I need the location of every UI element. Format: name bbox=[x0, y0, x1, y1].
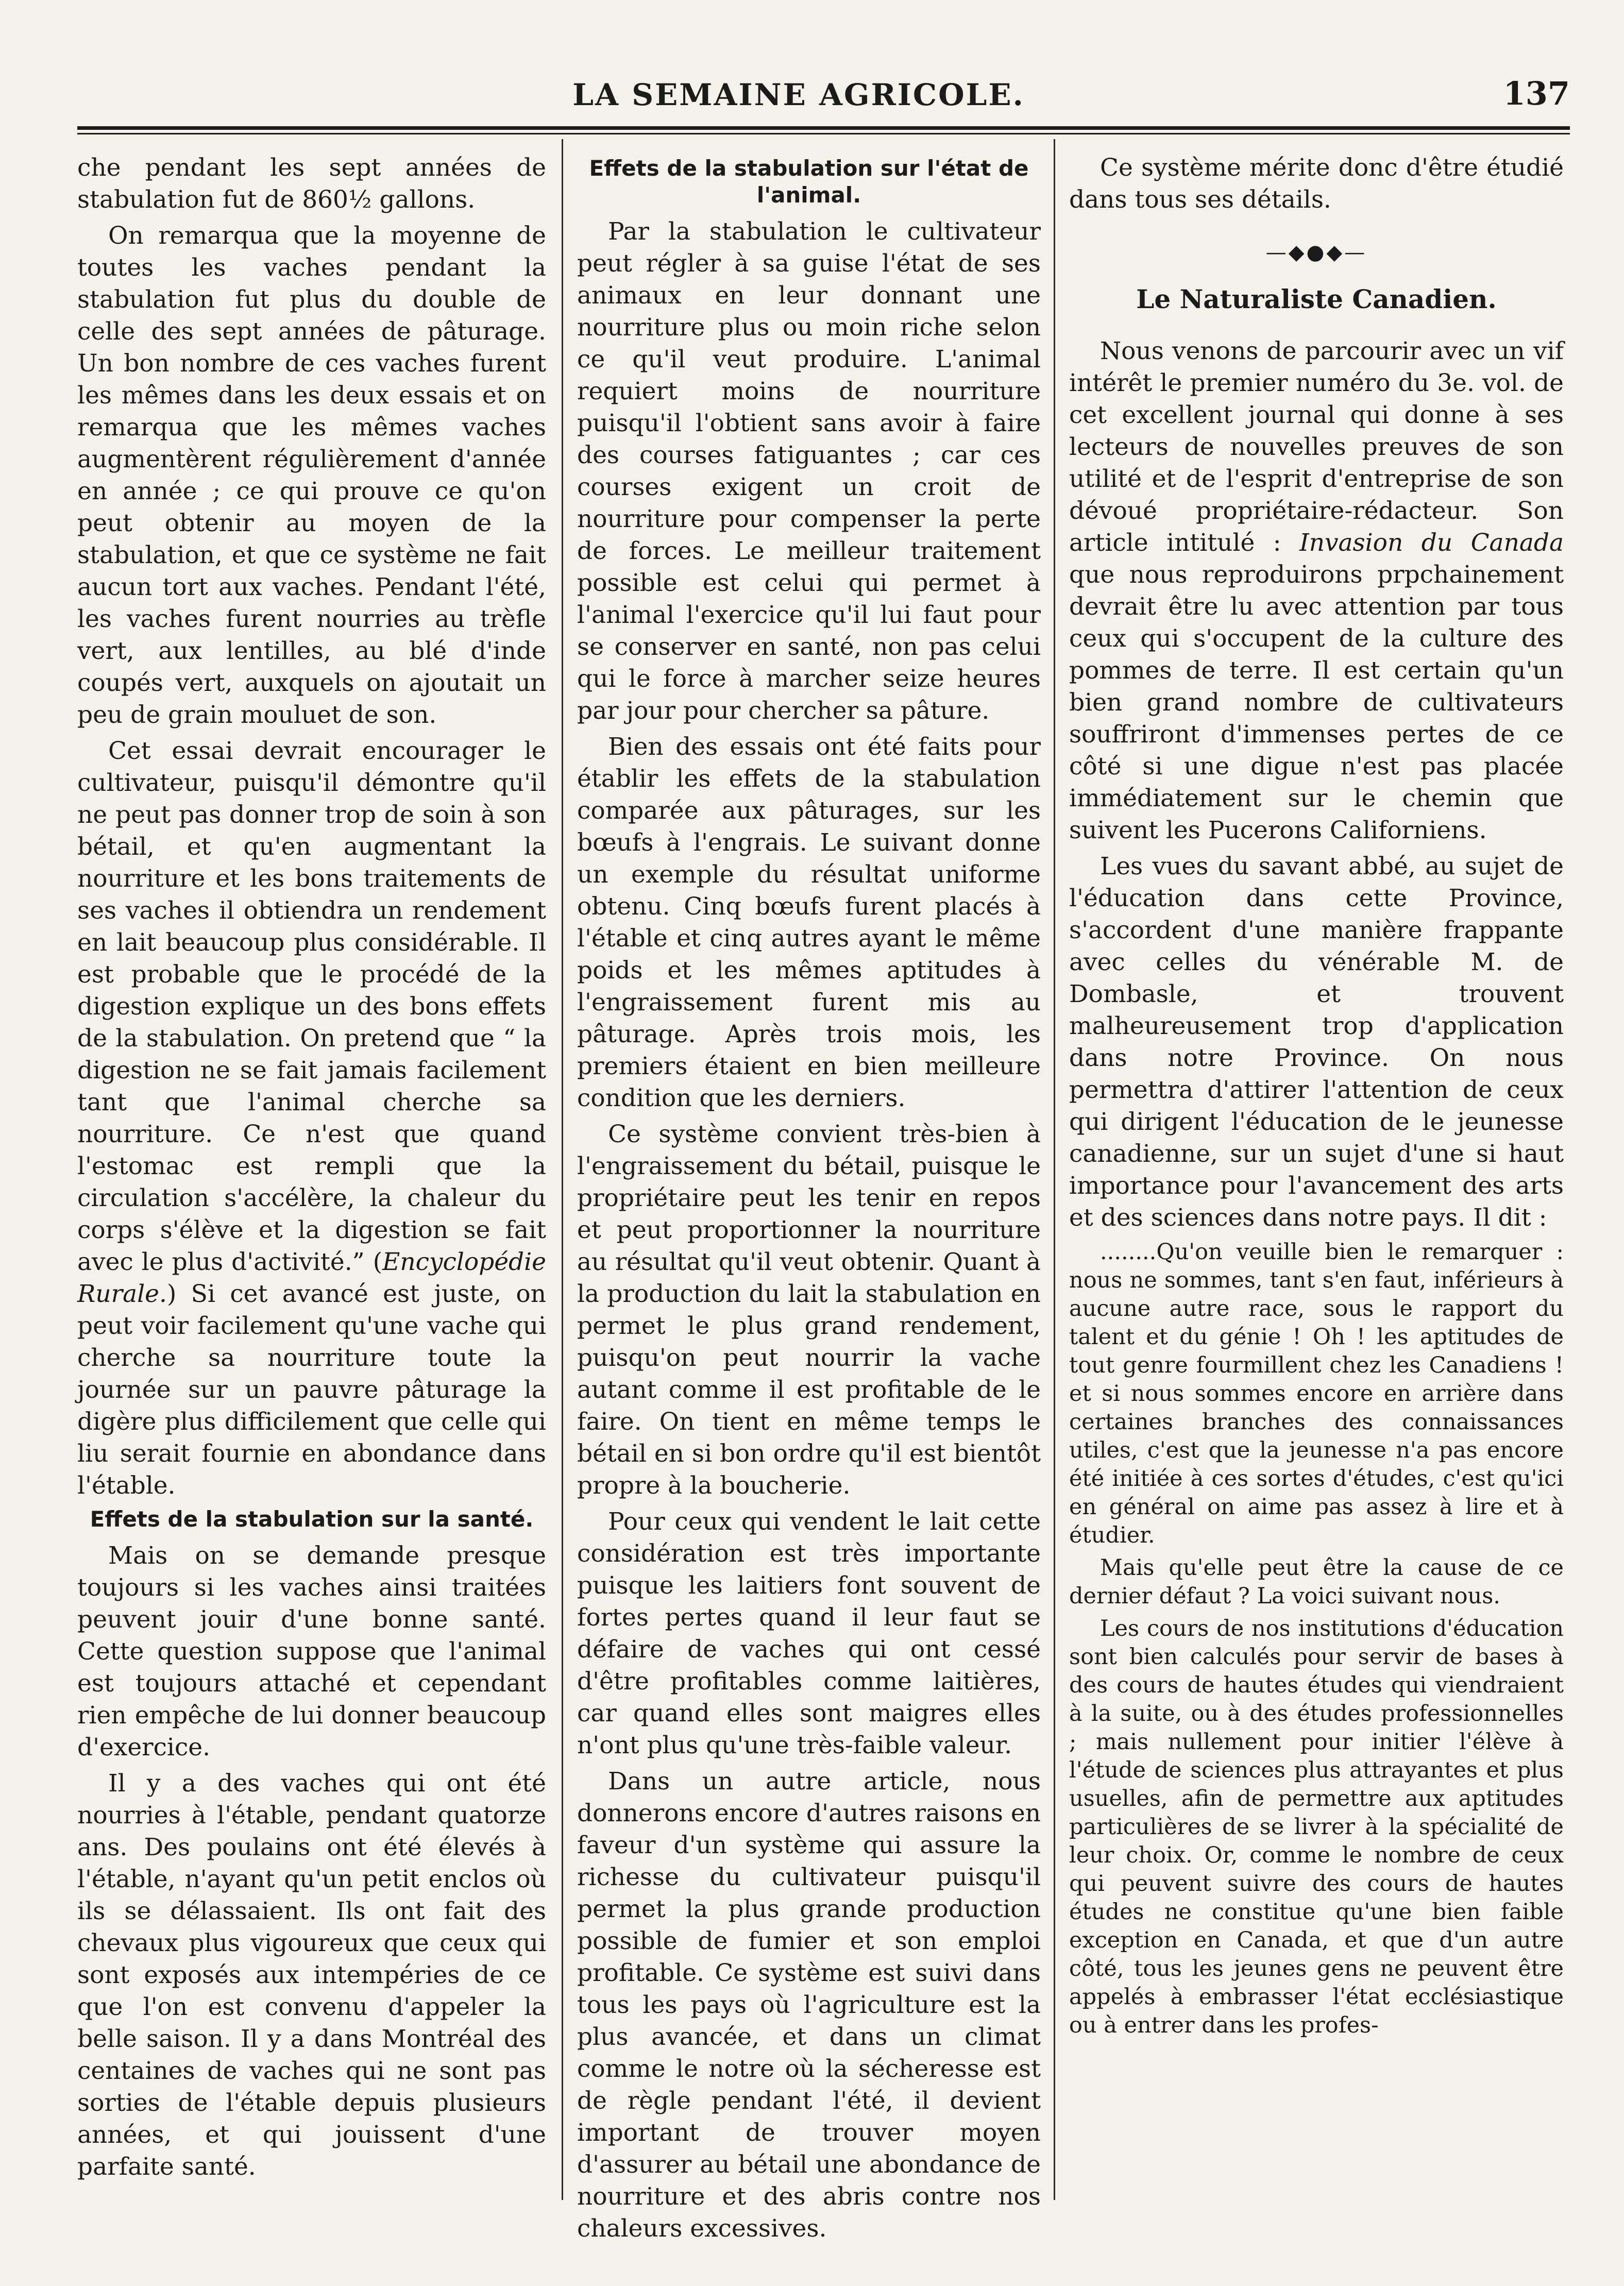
paragraph: Pour ceux qui vendent le lait cette considération est très importante puisque les laitiers font souvent de fortes pertes quand il leur faut se défaire de vaches qui ont cessé d'être profitables comme laitières, car quand elles sont maigres elles n'ont plus qu'une très-faible valeur. bbox=[577, 1508, 1041, 1759]
paragraph: Cet essai devrait encourager le cultivateur, puisqu'il démontre qu'il ne peut pas donner trop de soin à son bétail, et qu'en augmentant la nourriture et les bons traitements de ses vaches il obtiendra un rendement en lait beaucoup plus considérable. Il est probable que le procédé de la digestion explique un des bons effets de la stabulation. On pretend que “ la digestion ne se fait jamais facilement tant que l'animal cherche sa nourriture. Ce n'est que quand l'estomac est rempli que la circulation s'accélère, la chaleur du corps s'élève et la digestion se fait avec le plus d'activité.” (Encyclopédie Rurale.) Si cet avancé est juste, on peut voir facilement qu'une vache qui cherche sa nourriture toute la journée sur un pauvre pâturage la digère plus difficilement que celle qui liu serait fournie en abondance dans l'étable. bbox=[77, 737, 546, 1500]
column-3 bbox=[1069, 152, 1564, 2044]
quoted-paragraph: Les cours de nos institutions d'éducation sont bien calculés pour servir de bases à des cours de hautes études qui viendraient à la suite, ou à des études professionnelles ; mais nullement pour initier l'élève à l'étude de sciences plus attrayantes et plus usuelles, afin de permettre aux aptitudes particulières de se livrer à la spécialité de leur choix. Or, comme le nombre de ceux qui peuvent suivre des cours de hautes études ne constitue qu'une bien faible exception en Canada, et que d'un autre côté, tous les jeunes gens ne peuvent être appelés à embrasser l'état ecclésiastique ou à entrer dans les profes- bbox=[1069, 1616, 1564, 2038]
paragraph: On remarqua que la moyenne de toutes les vaches pendant la stabulation fut plus du double de celle des sept années de pâturage. Un bon nombre de ces vaches furent les mêmes dans les deux essais et on remarqua que les mêmes vaches augmentèrent régulièrement d'année en année ; ce qui prouve ce qu'on peut obtenir au moyen de la stabulation, et que ce système ne fait aucun tort aux vaches. Pendant l'été, les vaches furent nourries au trèfle vert, aux lentilles, au blé d'inde coupés vert, auxquels on ajoutait un peu de grain mouluet de son. bbox=[77, 222, 546, 729]
quoted-paragraph: Mais qu'elle peut être la cause de ce dernier défaut ? La voici suivant nous. bbox=[1069, 1555, 1564, 1609]
header-rule-thin bbox=[77, 133, 1570, 134]
page-number: 137 bbox=[1503, 75, 1570, 112]
section-heading: Effets de la stabulation sur l'état de l'animal. bbox=[589, 156, 1029, 208]
paragraph: che pendant les sept années de stabulation fut de 860½ gallons. bbox=[77, 154, 546, 214]
header-rule bbox=[77, 126, 1570, 130]
column-divider bbox=[562, 139, 563, 2200]
article-title: Le Naturaliste Canadien. bbox=[1136, 284, 1497, 314]
paragraph: Bien des essais ont été faits pour établir les effets de la stabulation comparée aux pâturages, sur les bœufs à l'engrais. Le suivant donne un exemple du résultat uniforme obtenu. Cinq bœufs furent placés à l'étable et cinq autres ayant le même poids et les mêmes aptitudes à l'engraissement furent mis au pâturage. Après trois mois, les premiers étaient en bien meilleure condition que les derniers. bbox=[577, 733, 1041, 1112]
paragraph: Mais on se demande presque toujours si les vaches ainsi traitées peuvent jouir d'une bonne santé. Cette question suppose que l'animal est toujours attaché et cependant rien empêche de lui donner beaucoup d'exercice. bbox=[77, 1542, 546, 1762]
quoted-paragraph: ........Qu'on veuille bien le remarquer : nous ne sommes, tant s'en faut, inférieurs à aucune autre race, sous le rapport du talent et du génie ! Oh ! les aptitudes de tout genre fourmillent chez les Canadiens ! et si nous sommes encore en arrière dans certaines branches des connaissances utiles, c'est que la jeunesse n'a pas encore été initiée à ces sortes d'études, c'est qu'ici en général on aime pas assez à lire et à étudier. bbox=[1069, 1239, 1564, 1548]
paragraph: Ce système convient très-bien à l'engraissement du bétail, puisque le propriétaire peut les tenir en repos et peut proportionner la nourriture au résultat qu'il veut obtenir. Quant à la production du lait la stabulation en permet le plus grand rendement, puisqu'on peut nourrir la vache autant comme il est profitable de le faire. On tient en même temps le bétail en si bon ordre qu'il est bientôt propre à la boucherie. bbox=[577, 1120, 1041, 1500]
paragraph: Nous venons de parcourir avec un vif intérêt le premier numéro du 3e. vol. de cet excellent journal qui donne à ses lecteurs de nouvelles preuves de son utilité et de l'esprit d'entreprise de son dévoué propriétaire-rédacteur. Son article intitulé : Invasion du Canada que nous reproduirons prpchainement devrait être lu avec attention par tous ceux qui s'occupent de la culture des pommes de terre. Il est certain qu'un bien grand nombre de cultivateurs souffriront d'immenses pertes de ce côté si une digue n'est pas placée immédiatement sur le chemin que suivent les Pucerons Californiens. bbox=[1069, 337, 1564, 844]
section-heading: Effets de la stabulation sur la santé. bbox=[90, 1506, 534, 1532]
column-1 bbox=[77, 152, 546, 2187]
paragraph: Les vues du savant abbé, au sujet de l'éducation dans cette Province, s'accordent d'une manière frappante avec celles du vénérable M. de Dombasle, et trouvent malheureusement trop d'application dans notre Province. On nous permettra d'attirer l'attention de ceux qui dirigent l'éducation de le jeunesse canadienne, sur un sujet d'une si haut importance pour l'avancement des arts et des sciences dans notre pays. Il dit : bbox=[1069, 852, 1564, 1232]
paragraph: Dans un autre article, nous donnerons encore d'autres raisons en faveur d'un système qui assure la richesse du cultivateur puisqu'il permet la plus grande production possible de fumier et son emploi profitable. Ce système est suivi dans tous les pays où l'agriculture est la plus avancée, et dans un climat comme le notre où la sécheresse est de règle pendant l'été, il devient important de trouver moyen d'assurer au bétail une abondance de nourriture et des abris contre nos chaleurs excessives. bbox=[577, 1767, 1041, 2243]
column-2 bbox=[577, 152, 1041, 2249]
paragraph: Il y a des vaches qui ont été nourries à l'étable, pendant quatorze ans. Des poulains ont été élevés à l'étable, n'ayant qu'un petit enclos où ils se délassaient. Ils ont fait des chevaux plus vigoureux que ceux qui sont exposés aux intempéries de ce que l'on est convenu d'appeler la belle saison. Il y a dans Montréal des centaines de vaches qui ne sont pas sorties de l'étable depuis plusieurs années, et qui jouissent d'une parfaite santé. bbox=[77, 1769, 546, 2181]
paragraph: Ce système mérite donc d'être étudié dans tous ses détails. bbox=[1069, 154, 1564, 214]
ornament-divider: —◆●◆— bbox=[1265, 241, 1367, 264]
column-divider bbox=[1054, 139, 1055, 2200]
masthead: LA SEMAINE AGRICOLE. bbox=[572, 77, 1025, 112]
paragraph: Par la stabulation le cultivateur peut régler à sa guise l'état de ses animaux en leur donnant une nourriture plus ou moin riche selon ce qu'il veut produire. L'animal requiert moins de nourriture puisqu'il l'obtient sans avoir à faire des courses fatiguantes ; car ces courses exigent un croit de nourriture pour compenser la perte de forces. Le meilleur traitement possible est celui qui permet à l'animal l'exercice qu'il lui faut pour se conserver en santé, non pas celui qui le force à marcher seize heures par jour pour chercher sa pâture. bbox=[577, 217, 1041, 725]
